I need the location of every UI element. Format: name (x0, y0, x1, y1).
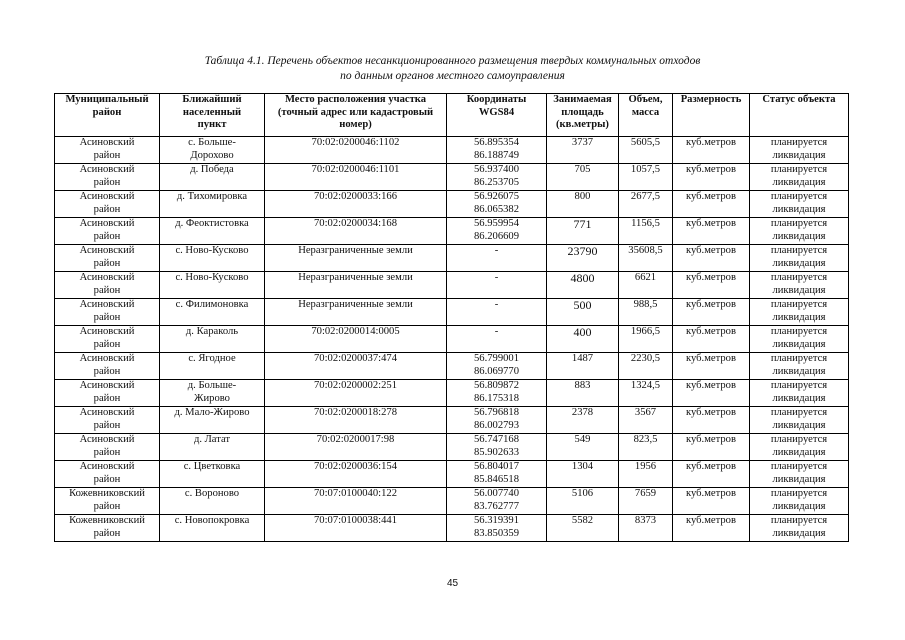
cell-area: 1487 (547, 353, 619, 380)
cell-settlement: с. Ново-Кусково (160, 272, 265, 299)
cell-unit: куб.метров (673, 407, 750, 434)
cell-district: Асиновский район (55, 272, 160, 299)
cell-status: планируется ликвидация (750, 326, 849, 353)
cell-area: 771 (547, 218, 619, 245)
cell-volume: 823,5 (619, 434, 673, 461)
cell-area: 5106 (547, 488, 619, 515)
cell-district: Асиновский район (55, 245, 160, 272)
cell-location: 70:02:0200046:1102 (265, 137, 447, 164)
cell-unit: куб.метров (673, 461, 750, 488)
cell-coordinates: 56.747168 85.902633 (447, 434, 547, 461)
cell-coordinates: 56.799001 86.069770 (447, 353, 547, 380)
cell-volume: 2230,5 (619, 353, 673, 380)
cell-volume: 5605,5 (619, 137, 673, 164)
cell-volume: 3567 (619, 407, 673, 434)
cell-district: Асиновский район (55, 299, 160, 326)
table-caption (0, 54, 905, 84)
cell-location: Неразграниченные земли (265, 272, 447, 299)
cell-district: Асиновский район (55, 407, 160, 434)
cell-location: 70:02:0200014:0005 (265, 326, 447, 353)
cell-district: Асиновский район (55, 218, 160, 245)
cell-status: планируется ликвидация (750, 218, 849, 245)
cell-settlement: д. Мало-Жирово (160, 407, 265, 434)
cell-area: 400 (547, 326, 619, 353)
table-row (55, 515, 849, 542)
cell-district: Асиновский район (55, 380, 160, 407)
cell-settlement: с. Филимоновка (160, 299, 265, 326)
cell-area: 5582 (547, 515, 619, 542)
cell-settlement: с. Больше- Дорохово (160, 137, 265, 164)
cell-unit: куб.метров (673, 515, 750, 542)
cell-volume: 7659 (619, 488, 673, 515)
cell-unit: куб.метров (673, 164, 750, 191)
cell-area: 1304 (547, 461, 619, 488)
cell-location: Неразграниченные земли (265, 245, 447, 272)
cell-location: 70:02:0200018:278 (265, 407, 447, 434)
cell-coordinates: 56.796818 86.002793 (447, 407, 547, 434)
cell-unit: куб.метров (673, 434, 750, 461)
table-row (55, 434, 849, 461)
cell-status: планируется ликвидация (750, 488, 849, 515)
cell-status: планируется ликвидация (750, 380, 849, 407)
table-row (55, 299, 849, 326)
cell-unit: куб.метров (673, 326, 750, 353)
header-district: Муниципальный район (55, 94, 160, 137)
cell-location: 70:02:0200002:251 (265, 380, 447, 407)
table-body (55, 137, 849, 542)
cell-area: 883 (547, 380, 619, 407)
cell-area: 800 (547, 191, 619, 218)
cell-district: Асиновский район (55, 461, 160, 488)
cell-volume: 8373 (619, 515, 673, 542)
waste-sites-table (54, 93, 849, 542)
cell-location: 70:02:0200036:154 (265, 461, 447, 488)
table-row (55, 488, 849, 515)
table-row (55, 272, 849, 299)
cell-area: 3737 (547, 137, 619, 164)
caption-line-2: по данным органов местного самоуправления (340, 70, 565, 82)
cell-area: 23790 (547, 245, 619, 272)
table-row (55, 326, 849, 353)
cell-status: планируется ликвидация (750, 191, 849, 218)
cell-unit: куб.метров (673, 488, 750, 515)
table-row (55, 461, 849, 488)
cell-coordinates: 56.007740 83.762777 (447, 488, 547, 515)
cell-settlement: с. Цветковка (160, 461, 265, 488)
cell-settlement: д. Латат (160, 434, 265, 461)
cell-status: планируется ликвидация (750, 461, 849, 488)
cell-volume: 2677,5 (619, 191, 673, 218)
cell-settlement: с. Ново-Кусково (160, 245, 265, 272)
table-row (55, 245, 849, 272)
header-volume: Объем, масса (619, 94, 673, 137)
cell-location: 70:02:0200017:98 (265, 434, 447, 461)
cell-unit: куб.метров (673, 191, 750, 218)
cell-status: планируется ликвидация (750, 245, 849, 272)
cell-district: Асиновский район (55, 137, 160, 164)
cell-settlement: д. Тихомировка (160, 191, 265, 218)
page-number: 45 (446, 578, 459, 589)
cell-unit: куб.метров (673, 137, 750, 164)
header-location: Место расположения участка (точный адрес или кадастровый номер) (265, 94, 447, 137)
cell-volume: 6621 (619, 272, 673, 299)
cell-settlement: д. Феоктистовка (160, 218, 265, 245)
cell-status: планируется ликвидация (750, 137, 849, 164)
cell-unit: куб.метров (673, 272, 750, 299)
cell-district: Кожевниковский район (55, 488, 160, 515)
cell-unit: куб.метров (673, 218, 750, 245)
cell-settlement: с. Вороново (160, 488, 265, 515)
cell-coordinates: 56.937400 86.253705 (447, 164, 547, 191)
cell-location: 70:02:0200046:1101 (265, 164, 447, 191)
cell-location: 70:07:0100038:441 (265, 515, 447, 542)
cell-coordinates: 56.895354 86.188749 (447, 137, 547, 164)
cell-coordinates: 56.926075 86.065382 (447, 191, 547, 218)
header-coordinates: Координаты WGS84 (447, 94, 547, 137)
cell-location: 70:02:0200034:168 (265, 218, 447, 245)
cell-volume: 1966,5 (619, 326, 673, 353)
cell-district: Асиновский район (55, 434, 160, 461)
table-row (55, 218, 849, 245)
cell-district: Асиновский район (55, 164, 160, 191)
cell-coordinates: 56.804017 85.846518 (447, 461, 547, 488)
cell-unit: куб.метров (673, 299, 750, 326)
cell-unit: куб.метров (673, 380, 750, 407)
cell-settlement: д. Больше- Жирово (160, 380, 265, 407)
cell-coordinates: - (447, 299, 547, 326)
cell-coordinates: 56.959954 86.206609 (447, 218, 547, 245)
table-row (55, 164, 849, 191)
cell-status: планируется ликвидация (750, 353, 849, 380)
cell-volume: 1057,5 (619, 164, 673, 191)
table-row (55, 353, 849, 380)
cell-district: Асиновский район (55, 326, 160, 353)
cell-coordinates: - (447, 326, 547, 353)
cell-status: планируется ликвидация (750, 407, 849, 434)
cell-location: 70:02:0200033:166 (265, 191, 447, 218)
cell-coordinates: - (447, 245, 547, 272)
cell-coordinates: 56.319391 83.850359 (447, 515, 547, 542)
cell-location: Неразграниченные земли (265, 299, 447, 326)
cell-district: Асиновский район (55, 353, 160, 380)
cell-volume: 1324,5 (619, 380, 673, 407)
cell-district: Асиновский район (55, 191, 160, 218)
cell-status: планируется ликвидация (750, 272, 849, 299)
cell-status: планируется ликвидация (750, 299, 849, 326)
cell-volume: 35608,5 (619, 245, 673, 272)
cell-status: планируется ликвидация (750, 164, 849, 191)
table-row (55, 191, 849, 218)
header-settlement: Ближайший населенный пункт (160, 94, 265, 137)
cell-coordinates: 56.809872 86.175318 (447, 380, 547, 407)
table-row (55, 380, 849, 407)
cell-location: 70:02:0200037:474 (265, 353, 447, 380)
cell-status: планируется ликвидация (750, 515, 849, 542)
cell-status: планируется ликвидация (750, 434, 849, 461)
cell-settlement: д. Победа (160, 164, 265, 191)
cell-coordinates: - (447, 272, 547, 299)
cell-settlement: с. Новопокровка (160, 515, 265, 542)
table-row (55, 137, 849, 164)
cell-area: 2378 (547, 407, 619, 434)
cell-volume: 1156,5 (619, 218, 673, 245)
cell-district: Кожевниковский район (55, 515, 160, 542)
cell-settlement: д. Караколь (160, 326, 265, 353)
table-row (55, 407, 849, 434)
header-status: Статус объекта (750, 94, 849, 137)
cell-volume: 988,5 (619, 299, 673, 326)
header-unit: Размерность (673, 94, 750, 137)
cell-unit: куб.метров (673, 245, 750, 272)
cell-area: 500 (547, 299, 619, 326)
cell-location: 70:07:0100040:122 (265, 488, 447, 515)
cell-area: 4800 (547, 272, 619, 299)
header-area: Занимаемая площадь (кв.метры) (547, 94, 619, 137)
cell-settlement: с. Ягодное (160, 353, 265, 380)
header-row (55, 94, 849, 137)
caption-line-1: Таблица 4.1. Перечень объектов несанкционированного размещения твердых коммунальных отходов (204, 55, 701, 67)
cell-volume: 1956 (619, 461, 673, 488)
cell-unit: куб.метров (673, 353, 750, 380)
cell-area: 549 (547, 434, 619, 461)
cell-area: 705 (547, 164, 619, 191)
